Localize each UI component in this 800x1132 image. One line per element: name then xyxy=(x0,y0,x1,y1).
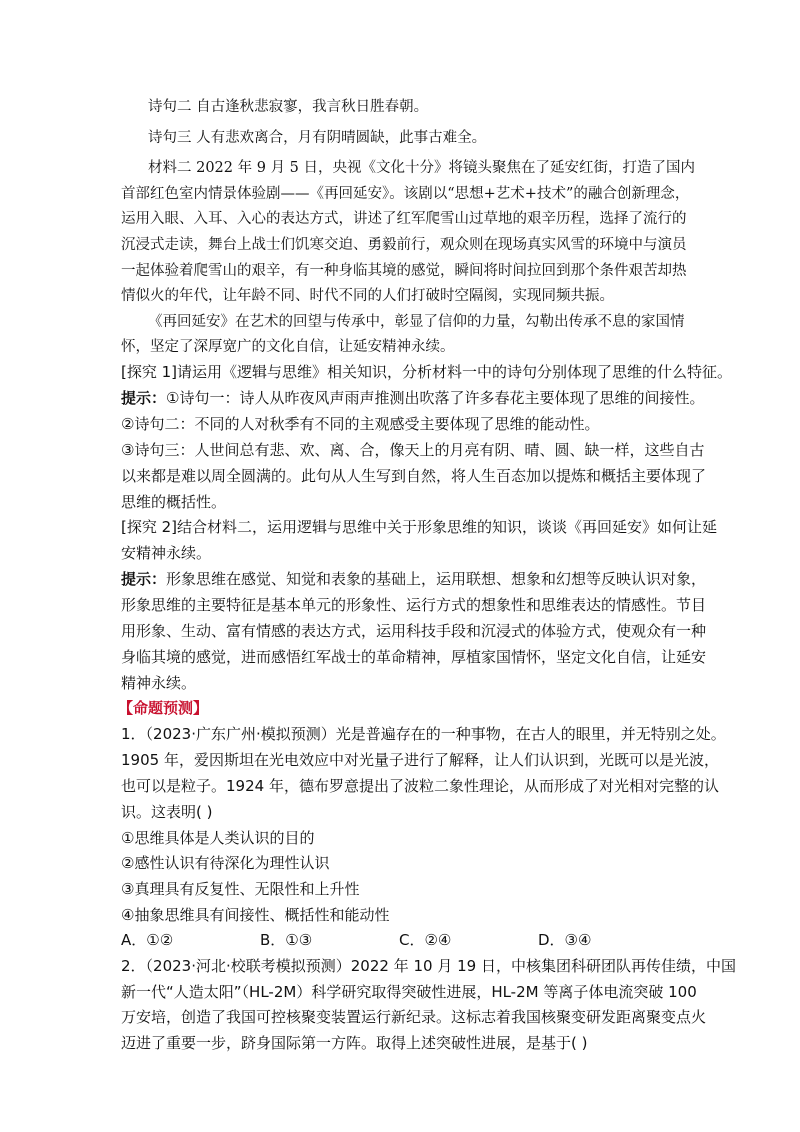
explore-one-label: [探究 1] xyxy=(121,363,178,381)
explore-two-label: [探究 2] xyxy=(121,518,178,536)
hint-line: 以来都是难以周全圆满的。此句从人生写到自然，将人生百态加以提炼和概括主要体现了 xyxy=(121,467,707,485)
hint-text: 形象思维在感觉、知觉和表象的基础上，运用联想、想象和幻想等反映认识对象， xyxy=(166,570,707,588)
question-one-item: ①思维具体是人类认识的目的 xyxy=(121,829,315,847)
explore-one-text: 请运用《逻辑与思维》相关知识，分析材料一中的诗句分别体现了思维的什么特征。 xyxy=(177,363,733,381)
hint-line: ②诗句二：不同的人对秋季有不同的主观感受主要体现了思维的能动性。 xyxy=(121,415,600,433)
explore-two-question xyxy=(121,517,717,537)
material-two-line: 一起体验着爬雪山的艰辛，有一种身临其境的感觉，瞬间将时间拉回到那个条件艰苦却热 xyxy=(121,263,687,279)
hint-line: 用形象、生动、富有情感的表达方式，运用科技手段和沉浸式的体验方式，使观众有一种 xyxy=(121,622,707,640)
hint-label: 提示： xyxy=(121,389,167,407)
question-one-line: 1．（2023·广东广州·模拟预测）光是普遍存在的一种事物，在古人的眼里，并无特别之处。 xyxy=(121,725,726,743)
hint-line: 形象思维的主要特征是基本单元的形象性、运行方式的想象性和思维表达的情感性。节目 xyxy=(121,596,707,614)
hint-text: ①诗句一：诗人从昨夜风声雨声推测出吹落了许多春花主要体现了思维的间接性。 xyxy=(166,389,705,407)
question-one-option-d[interactable]: D．③④ xyxy=(538,931,592,949)
material-two-line: 怀，坚定了深厚宽广的文化自信，让延安精神永续。 xyxy=(121,339,455,355)
question-one-option-c[interactable]: C．②④ xyxy=(399,931,452,949)
question-two-line: 2．（2023·河北·校联考模拟预测）2022 年 10 月 19 日，中核集团科研团队再传佳绩，中国 xyxy=(121,957,736,975)
hint-line: 思维的概括性。 xyxy=(121,493,227,511)
question-one-line: 1905 年，爱因斯坦在光电效应中对光量子进行了解释，让人们认识到，光既可以是光波， xyxy=(121,751,719,769)
material-two-line: 沉浸式走读，舞台上战士们饥寒交迫、勇毅前行，观众则在现场真实风雪的环境中与演员 xyxy=(121,237,687,253)
material-two-line: 情似火的年代，让年龄不同、时代不同的人们打破时空隔阂，实现同频共振。 xyxy=(121,288,614,304)
section-title: 【命题预测】 xyxy=(118,699,209,717)
question-two-line: 迈进了重要一步，跻身国际第一方阵。取得上述突破性进展，是基于( ) xyxy=(121,1034,588,1052)
question-two-line: 新一代“人造太阳”（HL-2M）科学研究取得突破性进展，HL-2M 等离子体电流突破 100 xyxy=(121,983,697,1001)
question-one-line: 也可以是粒子。1924 年，德布罗意提出了波粒二象性理论，从而形成了对光相对完整的认 xyxy=(121,777,719,795)
material-two-line: 《再回延安》在艺术的回望与传承中，彰显了信仰的力量，勾勒出传承不息的家国情 xyxy=(148,314,685,330)
explore-two-text: 结合材料二，运用逻辑与思维中关于形象思维的知识，谈谈《再回延安》如何让延 xyxy=(177,518,718,536)
question-one-item: ③真理具有反复性、无限性和上升性 xyxy=(121,880,360,898)
explore-one-question xyxy=(121,362,732,382)
hint-line: 精神永续。 xyxy=(121,674,197,692)
material-two-line: 运用入眼、入耳、入心的表达方式，讲述了红军爬雪山过草地的艰辛历程，选择了流行的 xyxy=(121,211,687,227)
explore-two-question-cont: 安精神永续。 xyxy=(121,544,212,562)
hint-line: ③诗句三：人世间总有悲、欢、离、合，像天上的月亮有阴、晴、圆、缺一样，这些自古 xyxy=(121,441,705,459)
question-two-line: 万安培，创造了我国可控核聚变装置运行新纪录。这标志着我国核聚变研发距离聚变点火 xyxy=(121,1008,707,1026)
question-one-item: ④抽象思维具有间接性、概括性和能动性 xyxy=(121,906,390,924)
verse-two: 诗句二 自古逢秋悲寂寥，我言秋日胜春朝。 xyxy=(148,99,429,115)
material-two-line: 材料二 2022 年 9 月 5 日，央视《文化十分》将镜头聚焦在了延安红街，打造了国内 xyxy=(148,160,696,176)
explore-two-hint xyxy=(121,569,706,589)
question-one-option-b[interactable]: B．①③ xyxy=(260,931,313,949)
hint-label: 提示： xyxy=(121,570,167,588)
verse-three: 诗句三 人有悲欢离合，月有阴晴圆缺，此事古难全。 xyxy=(148,130,487,146)
question-one-line: 识。这表明( ) xyxy=(121,803,213,821)
question-one-option-a[interactable]: A．①② xyxy=(121,931,174,949)
material-two-line: 首部红色室内情景体验剧——《再回延安》。该剧以“思想+艺术+技术”的融合创新理念， xyxy=(121,186,690,202)
hint-line: 身临其境的感觉，进而感悟红军战士的革命精神，厚植家国情怀，坚定文化自信，让延安 xyxy=(121,648,707,666)
explore-one-hint xyxy=(121,388,704,408)
question-one-item: ②感性认识有待深化为理性认识 xyxy=(121,854,330,872)
